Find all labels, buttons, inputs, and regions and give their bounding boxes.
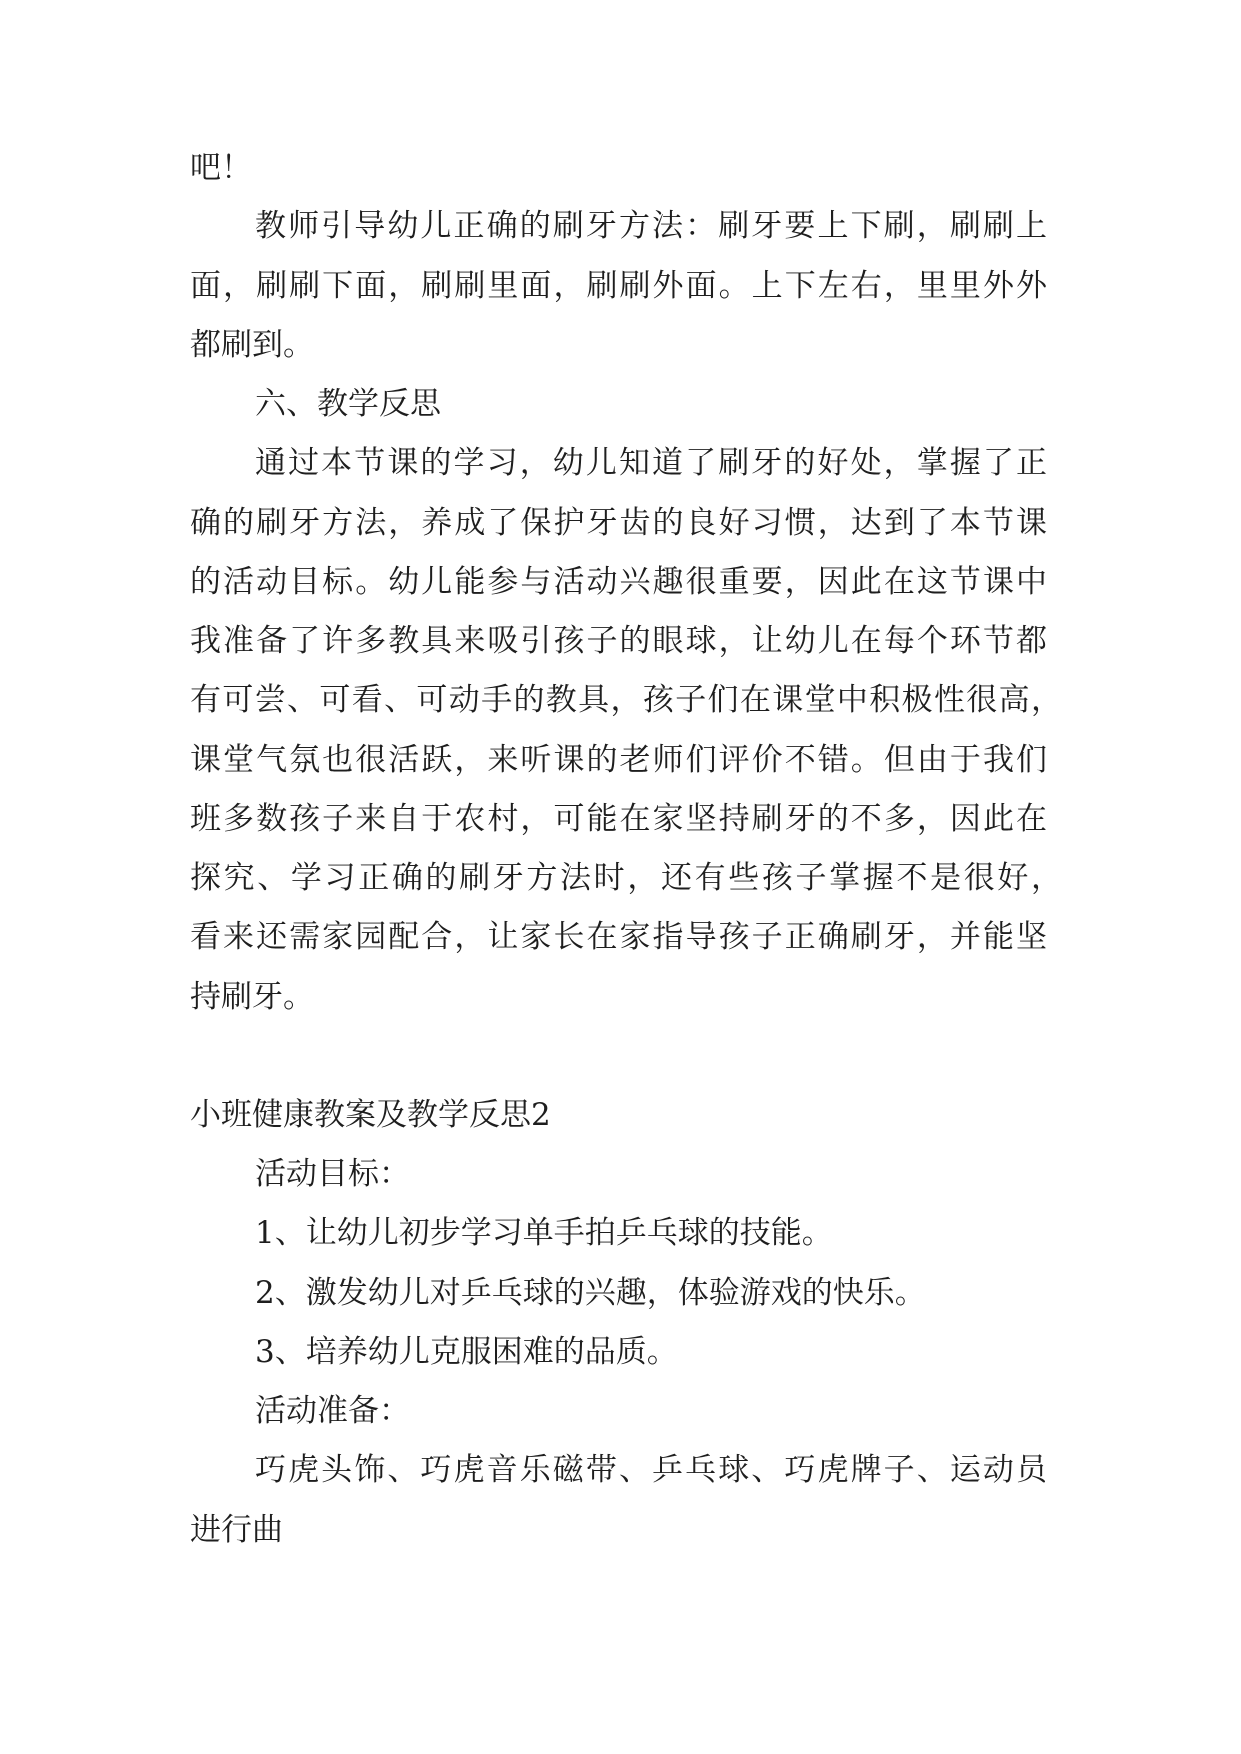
- paragraph-line: 持刷牙。: [190, 979, 314, 1015]
- list-item: 2、激发幼儿对乒乓球的兴趣，体验游戏的快乐。: [255, 1275, 926, 1311]
- section-heading: 活动准备：: [255, 1393, 410, 1429]
- paragraph-line: 都刷到。: [190, 327, 314, 363]
- paragraph-line: 看来还需家园配合，让家长在家指导孩子正确刷牙，并能坚: [190, 919, 1047, 955]
- paragraph-line: 面，刷刷下面，刷刷里面，刷刷外面。上下左右，里里外外: [190, 268, 1047, 304]
- paragraph-line: 通过本节课的学习，幼儿知道了刷牙的好处，掌握了正: [255, 445, 1047, 481]
- paragraph-line: 班多数孩子来自于农村，可能在家坚持刷牙的不多，因此在: [190, 801, 1047, 837]
- document-title: 小班健康教案及教学反思2: [190, 1097, 551, 1133]
- paragraph-line: 吧！: [190, 150, 252, 186]
- paragraph-line: 有可尝、可看、可动手的教具，孩子们在课堂中积极性很高，: [190, 682, 1062, 718]
- section-heading: 活动目标：: [255, 1156, 410, 1192]
- paragraph-line: 确的刷牙方法，养成了保护牙齿的良好习惯，达到了本节课: [190, 505, 1047, 541]
- paragraph-line: 的活动目标。幼儿能参与活动兴趣很重要，因此在这节课中: [190, 564, 1047, 600]
- paragraph-line: 探究、学习正确的刷牙方法时，还有些孩子掌握不是很好，: [190, 860, 1062, 896]
- paragraph-line: 我准备了许多教具来吸引孩子的眼球，让幼儿在每个环节都: [190, 623, 1047, 659]
- paragraph-line: 教师引导幼儿正确的刷牙方法：刷牙要上下刷，刷刷上: [255, 208, 1047, 244]
- paragraph-line: 课堂气氛也很活跃，来听课的老师们评价不错。但由于我们: [190, 742, 1047, 778]
- list-item: 1、让幼儿初步学习单手拍乒乓球的技能。: [255, 1215, 833, 1251]
- list-item: 3、培养幼儿克服困难的品质。: [255, 1334, 678, 1370]
- section-heading: 六、教学反思: [255, 386, 441, 422]
- paragraph-line: 巧虎头饰、巧虎音乐磁带、乒乓球、巧虎牌子、运动员: [255, 1452, 1047, 1488]
- paragraph-line: 进行曲: [190, 1512, 283, 1548]
